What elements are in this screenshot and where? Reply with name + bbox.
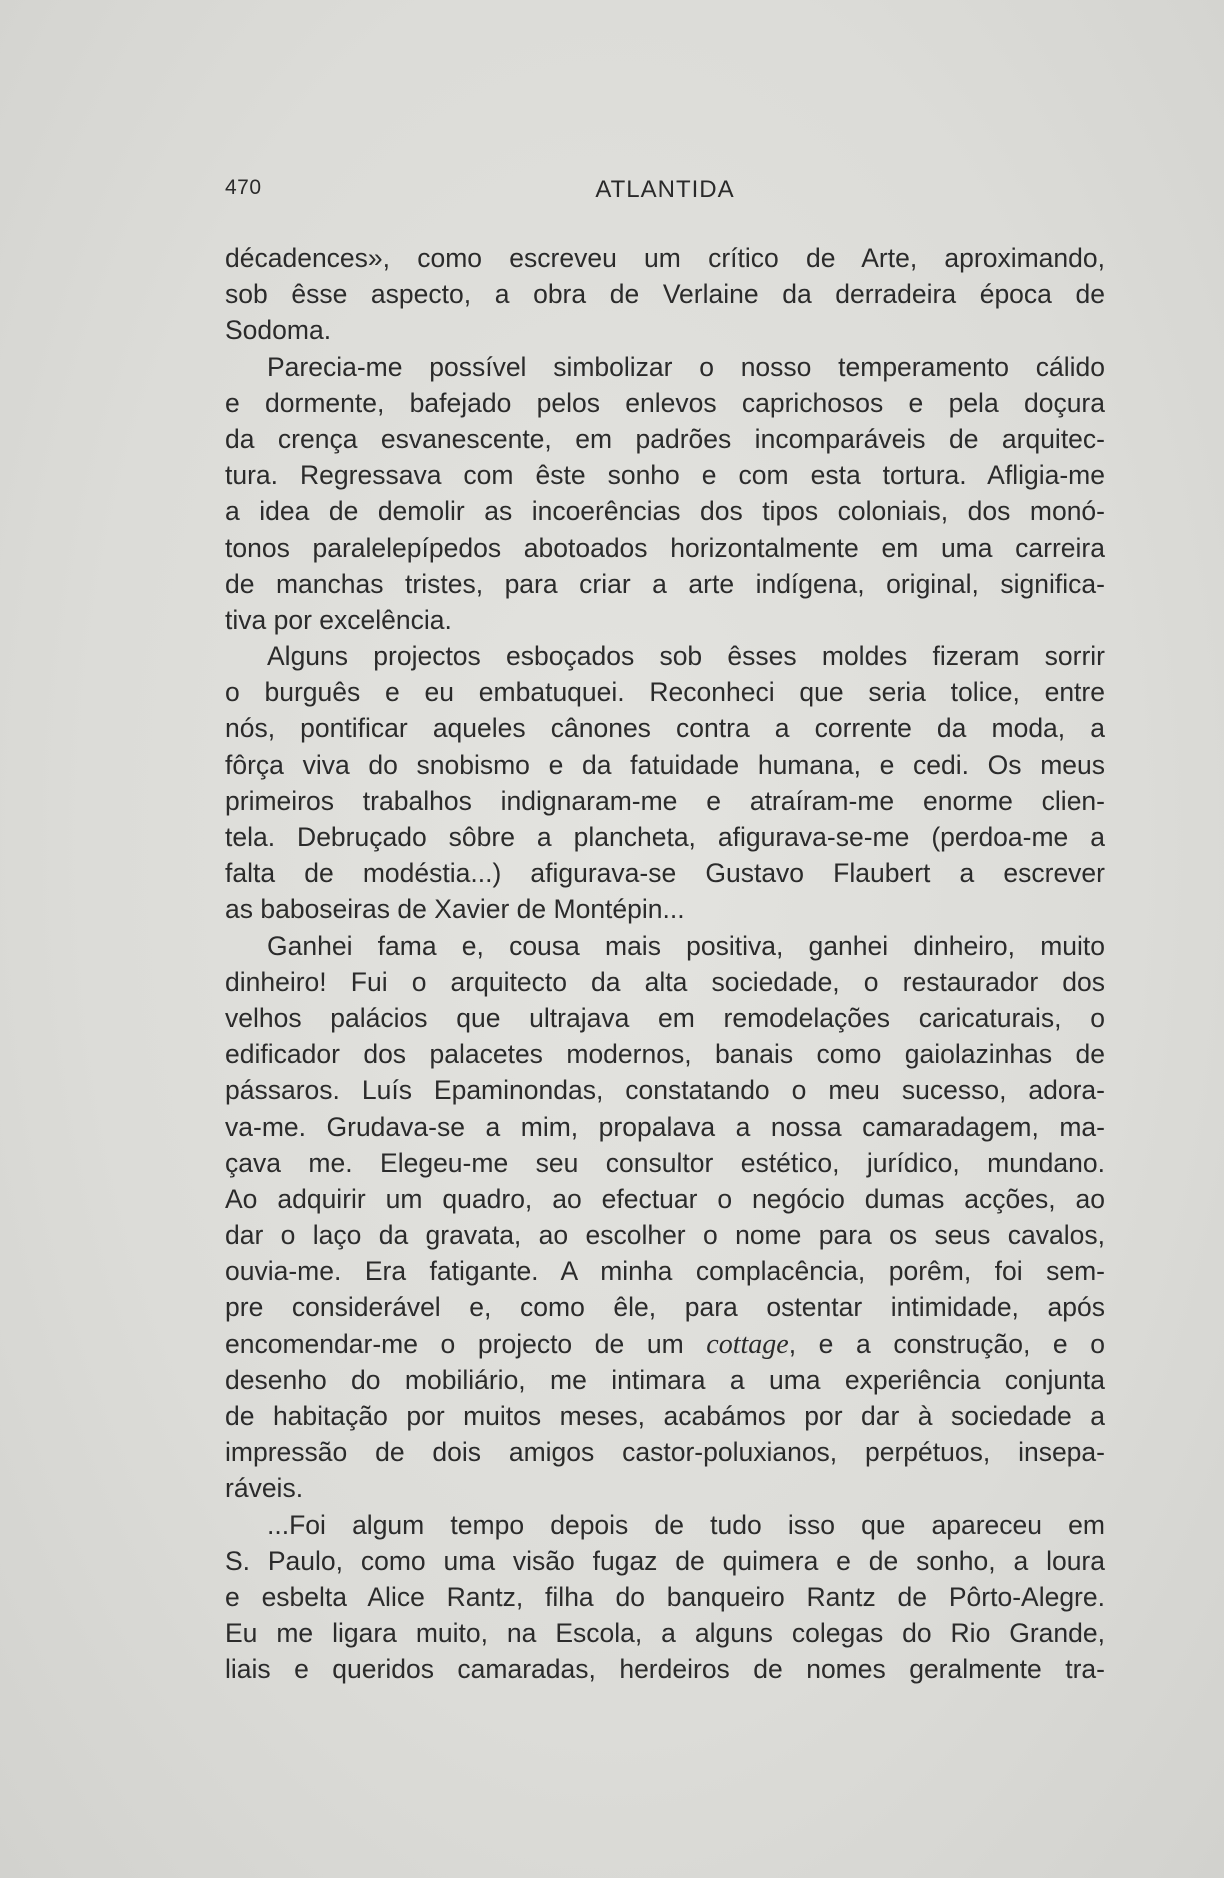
- text-line: e dormente, bafejado pelos enlevos caprichosos e pela doçura: [225, 387, 1105, 418]
- text-line: va-me. Grudava-se a mim, propalava a nossa camaradagem, ma-: [225, 1111, 1105, 1142]
- text-line: Parecia-me possível simbolizar o nosso temperamento cálido: [267, 351, 1105, 382]
- text-line: dar o laço da gravata, ao escolher o nome para os seus cavalos,: [225, 1220, 1105, 1251]
- text-line: pássaros. Luís Epaminondas, constatando o meu sucesso, adora-: [225, 1075, 1105, 1106]
- text-line: nós, pontificar aqueles cânones contra a corrente da moda, a: [225, 713, 1105, 744]
- text-line: ...Foi algum tempo depois de tudo isso que apareceu em: [267, 1509, 1105, 1540]
- text-line: e esbelta Alice Rantz, filha do banqueiro Rantz de Pôrto-Alegre.: [225, 1581, 1105, 1612]
- page-header: [225, 176, 1105, 210]
- text-fragment: , e a construção, e o: [788, 1328, 1105, 1359]
- text-line: sob êsse aspecto, a obra de Verlaine da derradeira época de: [225, 279, 1105, 310]
- text-line: edificador dos palacetes modernos, banais como gaiolazinhas de: [225, 1039, 1105, 1070]
- text-line: Sodoma.: [225, 315, 332, 346]
- running-title: ATLANTIDA: [595, 176, 735, 203]
- text-line: impressão de dois amigos castor-poluxianos, perpétuos, insepa-: [225, 1437, 1105, 1468]
- text-line: fôrça viva do snobismo e da fatuidade humana, e cedi. Os meus: [225, 749, 1105, 780]
- text-line: Eu me ligara muito, na Escola, a alguns colegas do Rio Grande,: [225, 1618, 1105, 1649]
- text-line: desenho do mobiliário, me intimara a uma experiência conjunta: [225, 1364, 1105, 1395]
- text-line: tura. Regressava com êste sonho e com esta tortura. Afligia-me: [225, 460, 1105, 491]
- text-line: liais e queridos camaradas, herdeiros de nomes geralmente tra-: [225, 1654, 1105, 1685]
- text-line: Alguns projectos esboçados sob êsses moldes fizeram sorrir: [267, 641, 1105, 672]
- text-line: da crença esvanescente, em padrões incomparáveis de arquitec-: [225, 423, 1105, 454]
- text-line: S. Paulo, como uma visão fugaz de quimera e de sonho, a loura: [225, 1545, 1105, 1576]
- text-line: décadences», como escreveu um crítico de Arte, aproximando,: [225, 243, 1105, 273]
- italic-word: cottage: [706, 1328, 789, 1360]
- text-line: Ao adquirir um quadro, ao efectuar o negócio dumas acções, ao: [225, 1183, 1105, 1214]
- text-line: pre considerável e, como êle, para ostentar intimidade, após: [225, 1292, 1105, 1323]
- text-line: tiva por excelência.: [225, 604, 452, 635]
- text-line: tela. Debruçado sôbre a plancheta, afigurava-se-me (perdoa-me a: [225, 822, 1105, 852]
- text-line: tonos paralelepípedos abotoados horizontalmente em uma carreira: [225, 532, 1105, 563]
- text-line: velhos palácios que ultrajava em remodelações caricaturais, o: [225, 1002, 1105, 1033]
- text-line: a idea de demolir as incoerências dos tipos coloniais, dos monó-: [225, 496, 1105, 527]
- text-line: dinheiro! Fui o arquitecto da alta sociedade, o restaurador dos: [225, 966, 1105, 997]
- text-line: primeiros trabalhos indignaram-me e atraíram-me enorme clien-: [225, 785, 1105, 816]
- text-line: o burguês e eu embatuquei. Reconheci que seria tolice, entre: [225, 677, 1105, 708]
- text-line: çava me. Elegeu-me seu consultor estético, jurídico, mundano.: [225, 1147, 1105, 1178]
- text-line: falta de modéstia...) afigurava-se Gustavo Flaubert a escrever: [225, 858, 1105, 889]
- text-line: [225, 1326, 1105, 1362]
- text-fragment: encomendar-me o projecto de um: [225, 1328, 707, 1359]
- body-text: [225, 240, 1105, 1688]
- text-line: de habitação por muitos meses, acabámos por dar à sociedade a: [225, 1401, 1105, 1431]
- page-number: 470: [225, 176, 262, 199]
- text-line: de manchas tristes, para criar a arte indígena, original, significa-: [225, 568, 1105, 599]
- text-line: Ganhei fama e, cousa mais positiva, ganhei dinheiro, muito: [267, 930, 1105, 961]
- text-line: as baboseiras de Xavier de Montépin...: [225, 894, 685, 925]
- text-line: ouvia-me. Era fatigante. A minha complacência, porêm, foi sem-: [225, 1256, 1105, 1287]
- text-line: ráveis.: [225, 1473, 304, 1504]
